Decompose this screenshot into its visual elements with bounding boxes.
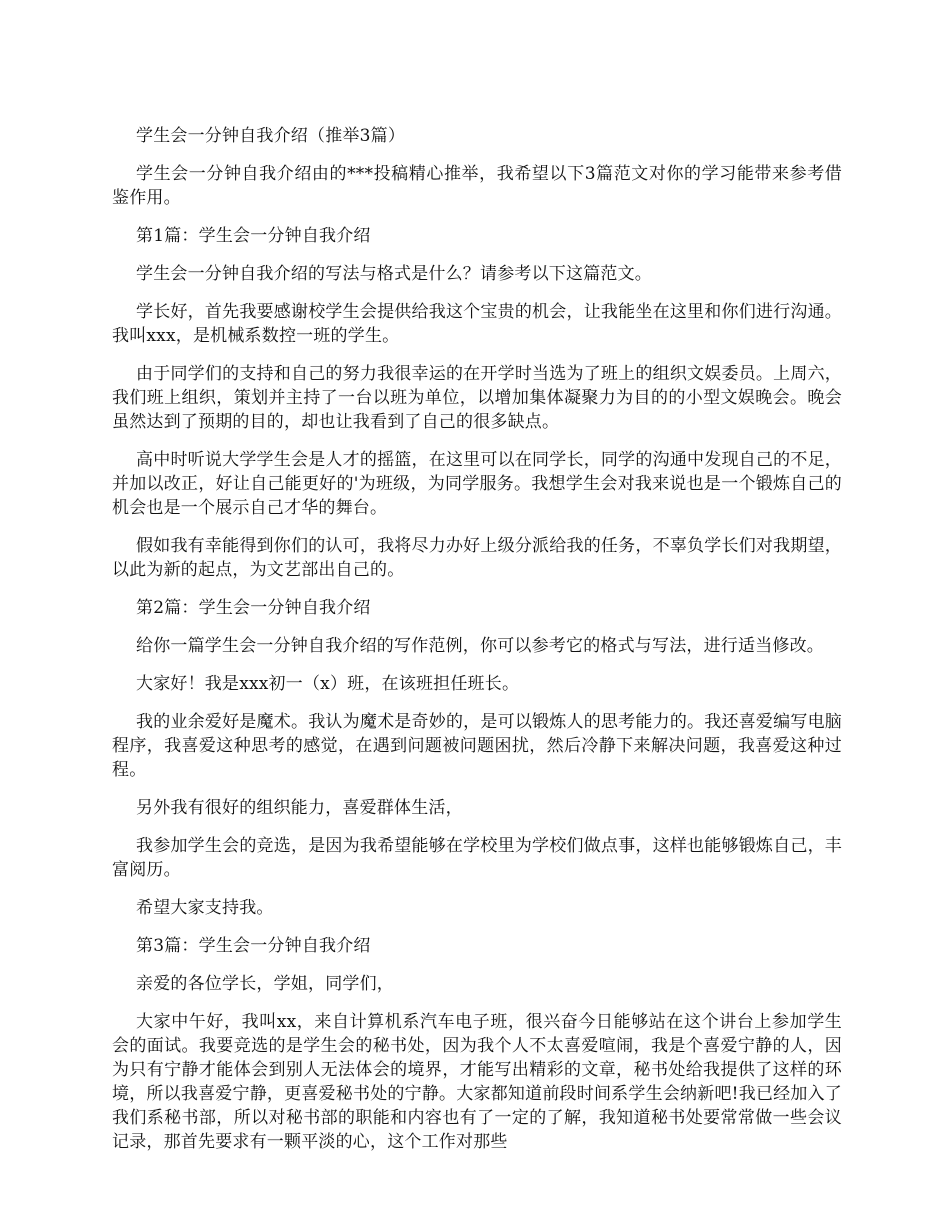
body-paragraph: 我参加学生会的竞选，是因为我希望能够在学校里为学校们做点事，这样也能够锻炼自己，丰富阅历。 — [112, 836, 842, 880]
intro-paragraph: 学生会一分钟自我介绍由的***投稿精心推举，我希望以下3篇范文对你的学习能带来参考借鉴作用。 — [112, 164, 842, 208]
body-paragraph: 亲爱的各位学长，学姐，同学们， — [136, 974, 394, 994]
document-title: 学生会一分钟自我介绍（推举3篇） — [136, 126, 406, 146]
body-paragraph: 学长好，首先我要感谢校学生会提供给我这个宝贵的机会，让我能坐在这里和你们进行沟通。我叫xxx，是机械系数控一班的学生。 — [112, 302, 842, 346]
body-paragraph: 由于同学们的支持和自己的努力我很幸运的在开学时当选为了班上的组织文娱委员。上周六，我们班上组织，策划并主持了一台以班为单位，以增加集体凝聚力为目的的小型文娱晚会。晚会虽然达到了预期的目的，却也让我看到了自己的很多缺点。 — [112, 364, 842, 432]
body-paragraph: 我的业余爱好是魔术。我认为魔术是奇妙的，是可以锻炼人的思考能力的。我还喜爱编写电脑程序，我喜爱这种思考的感觉，在遇到问题被问题困扰，然后冷静下来解决问题，我喜爱这种过程。 — [112, 712, 842, 780]
body-paragraph: 大家中午好，我叫xx，来自计算机系汽车电子班，很兴奋今日能够站在这个讲台上参加学生会的面试。我要竞选的是学生会的秘书处，因为我个人不太喜爱喧闹，我是个喜爱宁静的人，因为只有宁静才能体会到别人无法体会的境界，才能写出精彩的文章，秘书处给我提供了这样的环境，所以我喜爱宁静，更喜爱秘书处的宁静。大家都知道前段时间系学生会纳新吧!我已经加入了我们系秘书部，所以对秘书部的职能和内容也有了一定的了解，我知道秘书处要常常做一些会议记录，那首先要求有一颗平淡的心，这个工作对那些 — [112, 1012, 842, 1152]
body-paragraph: 学生会一分钟自我介绍的写法与格式是什么？请参考以下这篇范文。 — [136, 264, 652, 284]
section-heading-1: 第1篇：学生会一分钟自我介绍 — [136, 226, 371, 246]
body-paragraph: 高中时听说大学学生会是人才的摇篮，在这里可以在同学长，同学的沟通中发现自己的不足，并加以改正，好让自己能更好的'为班级，为同学服务。我想学生会对我来说也是一个锻炼自己的机会也是一个展示自己才华的舞台。 — [112, 450, 842, 518]
section-heading-3: 第3篇：学生会一分钟自我介绍 — [136, 936, 371, 956]
document-body — [112, 124, 842, 1168]
body-paragraph: 给你一篇学生会一分钟自我介绍的写作范例，你可以参考它的格式与写法，进行适当修改。 — [136, 636, 824, 656]
body-paragraph: 另外我有很好的组织能力，喜爱群体生活， — [136, 798, 463, 818]
body-paragraph: 大家好！我是xxx初一（x）班，在该班担任班长。 — [136, 674, 520, 694]
section-heading-2: 第2篇：学生会一分钟自我介绍 — [136, 598, 371, 618]
body-paragraph: 假如我有幸能得到你们的认可，我将尽力办好上级分派给我的任务，不辜负学长们对我期望，以此为新的起点，为文艺部出自己的。 — [112, 536, 842, 580]
body-paragraph: 希望大家支持我。 — [136, 898, 274, 918]
